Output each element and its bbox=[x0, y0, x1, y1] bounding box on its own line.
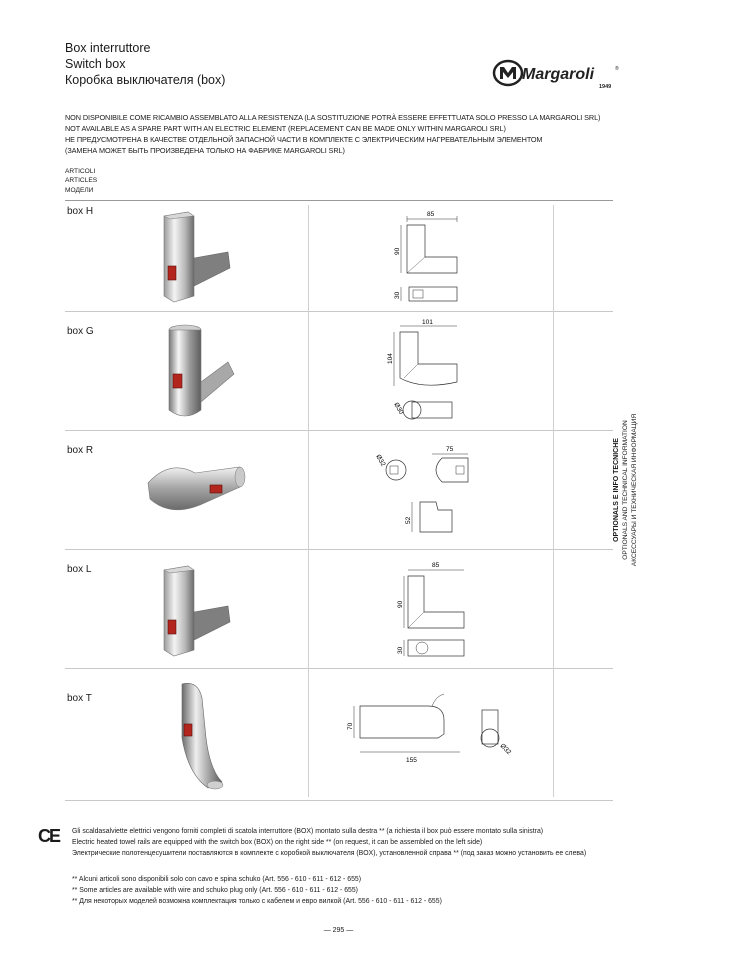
notice-line-ru-2: (ЗАМЕНА МОЖЕТ БЫТЬ ПРОИЗВЕДЕНА ТОЛЬКО НА ФАБРИКЕ MARGAROLI SRL) bbox=[65, 146, 345, 155]
supply-info-ru: Электрические полотенцесушители поставляются в комплекте с коробкой выключателя (BOX), установленной справа ** (под заказ можно установить ее слева) bbox=[72, 850, 587, 857]
spare-part-notice bbox=[65, 112, 625, 156]
title-english: Switch box bbox=[65, 57, 126, 71]
dim-height: 104 bbox=[387, 353, 394, 364]
box-r-drawing bbox=[370, 440, 480, 540]
row-separator bbox=[65, 430, 613, 431]
footnotes bbox=[72, 874, 442, 907]
row-separator bbox=[65, 549, 613, 550]
dim-height: 52 bbox=[405, 516, 412, 524]
footnote-it: ** Alcuni articoli sono disponibili solo con cavo e spina schuko (Art. 556 - 610 - 611 - 612 - 655) bbox=[72, 876, 362, 883]
dim-length: 75 bbox=[446, 446, 454, 453]
dim-diameter: Ø32 bbox=[498, 742, 513, 757]
row-separator bbox=[65, 200, 613, 201]
dim-height: 90 bbox=[394, 247, 401, 255]
dim-height: 90 bbox=[397, 600, 404, 608]
row-separator bbox=[65, 800, 613, 801]
row-label-box-h: box H bbox=[67, 206, 94, 217]
row-label-box-g: box G bbox=[67, 326, 94, 337]
box-l-drawing bbox=[392, 556, 482, 661]
switch-icon bbox=[173, 374, 182, 388]
row-label-box-r: box R bbox=[67, 445, 94, 456]
box-h-image bbox=[150, 208, 240, 308]
sidebar-section-label bbox=[612, 395, 732, 585]
dim-height: 70 bbox=[347, 722, 354, 730]
notice-line-en: NOT AVAILABLE AS A SPARE PART WITH AN ELECTRIC ELEMENT (REPLACEMENT CAN BE MADE ONLY WITHIN MARGAROLI SRL) bbox=[65, 124, 506, 133]
switch-icon bbox=[184, 724, 192, 736]
box-r-image bbox=[140, 455, 250, 520]
dim-length: 155 bbox=[406, 757, 417, 764]
supply-info-it: Gli scaldasalviette elettrici vengono forniti completi di scatola interruttore (BOX) montato sulla destra ** (a richiesta il box può essere montato sulla sinistra) bbox=[72, 828, 544, 835]
articles-header: ARTICOLI ARTICLES МОДЕЛИ bbox=[65, 168, 98, 194]
title-italian: Box interruttore bbox=[65, 41, 151, 55]
dim-diameter: Ø32 bbox=[374, 453, 387, 468]
column-divider bbox=[553, 205, 554, 797]
page-number: — 295 — bbox=[323, 927, 354, 934]
supply-info-en: Electric heated towel rails are equipped with the switch box (BOX) on the right side ** (on request, it can be assembled on the left side) bbox=[72, 839, 483, 846]
margaroli-logo bbox=[491, 58, 623, 92]
box-l-image bbox=[150, 562, 240, 662]
dim-diameter: Ø30 bbox=[392, 401, 405, 416]
box-g-drawing bbox=[382, 318, 472, 426]
column-divider bbox=[308, 205, 309, 797]
row-separator bbox=[65, 668, 613, 669]
logo-year: 1949 bbox=[599, 84, 612, 90]
logo-wordmark: Margaroli bbox=[522, 66, 595, 83]
notice-line-ru: НЕ ПРЕДУСМОТРЕНА В КАЧЕСТВЕ ОТДЕЛЬНОЙ ЗАПАСНОЙ ЧАСТИ В КОМПЛЕКТЕ С ЭЛЕКТРИЧЕСКИМ НАГРЕВАТЕЛЬНЫМ ЭЛЕМЕНТОМ bbox=[65, 135, 543, 144]
dim-depth: 30 bbox=[394, 291, 401, 299]
row-label-box-l: box L bbox=[67, 564, 92, 575]
ce-mark-icon: CE bbox=[38, 826, 60, 846]
row-label-box-t: box T bbox=[67, 693, 92, 704]
sidebar-line-en: OPTIONALS AND TECHNICAL INFORMATION bbox=[622, 420, 629, 560]
dim-depth: 30 bbox=[397, 646, 404, 654]
logo-registered: ® bbox=[615, 66, 619, 72]
box-t-drawing bbox=[348, 690, 523, 770]
sidebar-line-it: OPTIONALS E INFO TECNICHE bbox=[613, 438, 620, 542]
switch-icon bbox=[210, 485, 222, 493]
dim-width: 85 bbox=[432, 562, 440, 569]
sidebar-line-ru: АКСЕССУАРЫ И ТЕХНИЧЕСКАЯ ИНФОРМАЦИЯ bbox=[631, 413, 638, 567]
switch-icon bbox=[168, 266, 176, 280]
switch-icon bbox=[168, 620, 176, 634]
footnote-en: ** Some articles are available with wire and schuko plug only (Art. 556 - 610 - 611 - 612 - 655) bbox=[72, 887, 358, 894]
box-t-image bbox=[160, 678, 240, 793]
row-separator bbox=[65, 311, 613, 312]
title-russian: Коробка выключателя (box) bbox=[65, 73, 226, 87]
dim-width: 85 bbox=[427, 211, 435, 218]
dim-width: 101 bbox=[422, 319, 433, 326]
footnote-ru: ** Для некоторых моделей возможна комплектация только с кабелем и евро вилкой (Art. 556 - 610 - 611 - 612 - 655) bbox=[72, 898, 442, 905]
box-h-drawing bbox=[385, 205, 475, 305]
notice-line-it: NON DISPONIBILE COME RICAMBIO ASSEMBLATO ALLA RESISTENZA (LA SOSTITUZIONE POTRÀ ESSERE EFFETTUATA SOLO PRESSO LA MARGAROLI SRL) bbox=[65, 113, 601, 122]
box-g-image bbox=[150, 322, 240, 427]
supply-info bbox=[72, 826, 586, 859]
